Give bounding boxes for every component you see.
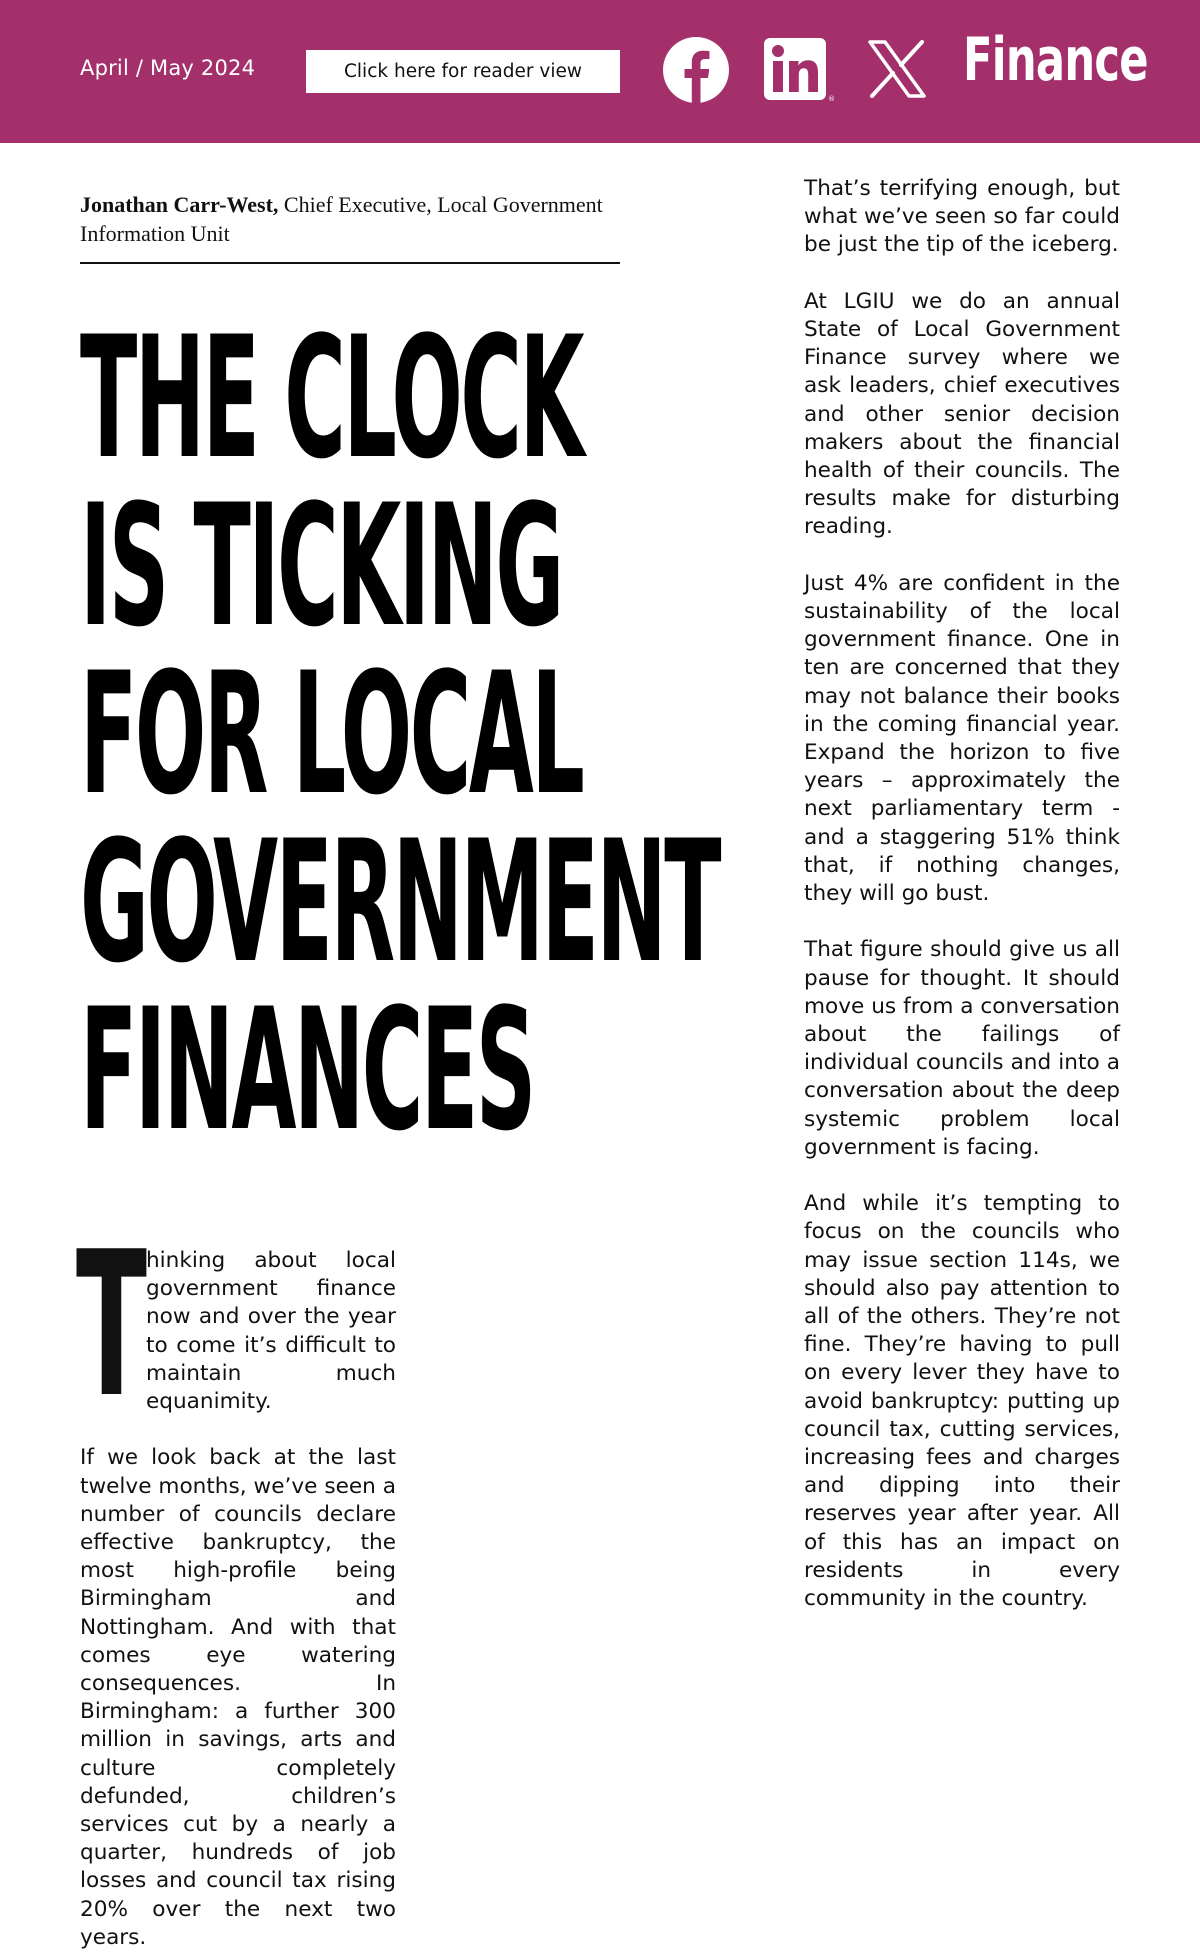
headline-line: FINANCES [80,972,534,1168]
article-paragraph: At LGIU we do an annual State of Local Government Finance survey where we ask leaders, chief executives and other senior decision makers about the financial health of their councils. The results make for disturbing reading. [804,288,1120,540]
headline-line: IS TICKING [80,468,562,664]
article-paragraph: And while it’s tempting to focus on the councils who may issue section 114s, we should also pay attention to all of the others. They’re not fine. They’re having to pull on every lever they have to avoid bankruptcy: putting up council tax, cutting services, increasing fees and charges and dipping into their reserves year after year. All of this has an impact on residents in every community in the country. [804,1191,1120,1612]
headline-line: GOVERNMENT [80,804,720,1000]
headline-line: FOR LOCAL [80,636,583,832]
author-role: Chief Executive, Local Government Information Unit [80,192,603,246]
section-name: Finance [963,25,1148,95]
reader-view-button[interactable]: Click here for reader view [306,50,620,93]
svg-text:®: ® [828,95,835,103]
byline [80,190,620,248]
article-paragraph: That figure should give us all pause for thought. It should move us from a conversation about the failings of individual councils and into a conversation about the deep systemic problem local government is facing. [804,937,1120,1160]
article-paragraph: That’s terrifying enough, but what we’ve seen so far could be just the tip of the iceberg. [804,176,1120,258]
author-name: Jonathan Carr-West, [80,192,279,217]
byline-divider [80,262,620,264]
article-paragraph [76,1209,396,1442]
issue-date: April / May 2024 [80,56,256,80]
article-paragraph: If we look back at the last twelve months, we’ve seen a number of councils declare effective bankruptcy, the most high-profile being Birmingham and Nottingham. And with that comes eye watering consequences. In Birmingham: a further 300 million in savings, arts and culture completely defunded, children’s services cut by a nearly a quarter, hundreds of job losses and council tax rising 20% over the next two years. [80,1445,396,1950]
article-paragraph: Just 4% are confident in the sustainability of the local government finance. One in ten are concerned that they may not balance their books in the coming financial year. Expand the horizon to five years – approximately the next parliamentary term - and a staggering 51% think that, if nothing changes, they will go bust. [804,570,1120,907]
headline-line: THE CLOCK [80,300,583,496]
facebook-icon[interactable] [662,36,730,104]
article-column-3 [804,175,1120,1613]
lead-paragraph-text: hinking about local government finance now and over the year to come it’s difficult to maintain much equanimity. [146,1248,396,1415]
header-bar [0,0,1200,143]
drop-cap: T [76,1209,147,1442]
x-icon[interactable] [868,40,926,108]
linkedin-icon[interactable] [764,36,836,104]
article-column-1 [76,1209,396,1952]
